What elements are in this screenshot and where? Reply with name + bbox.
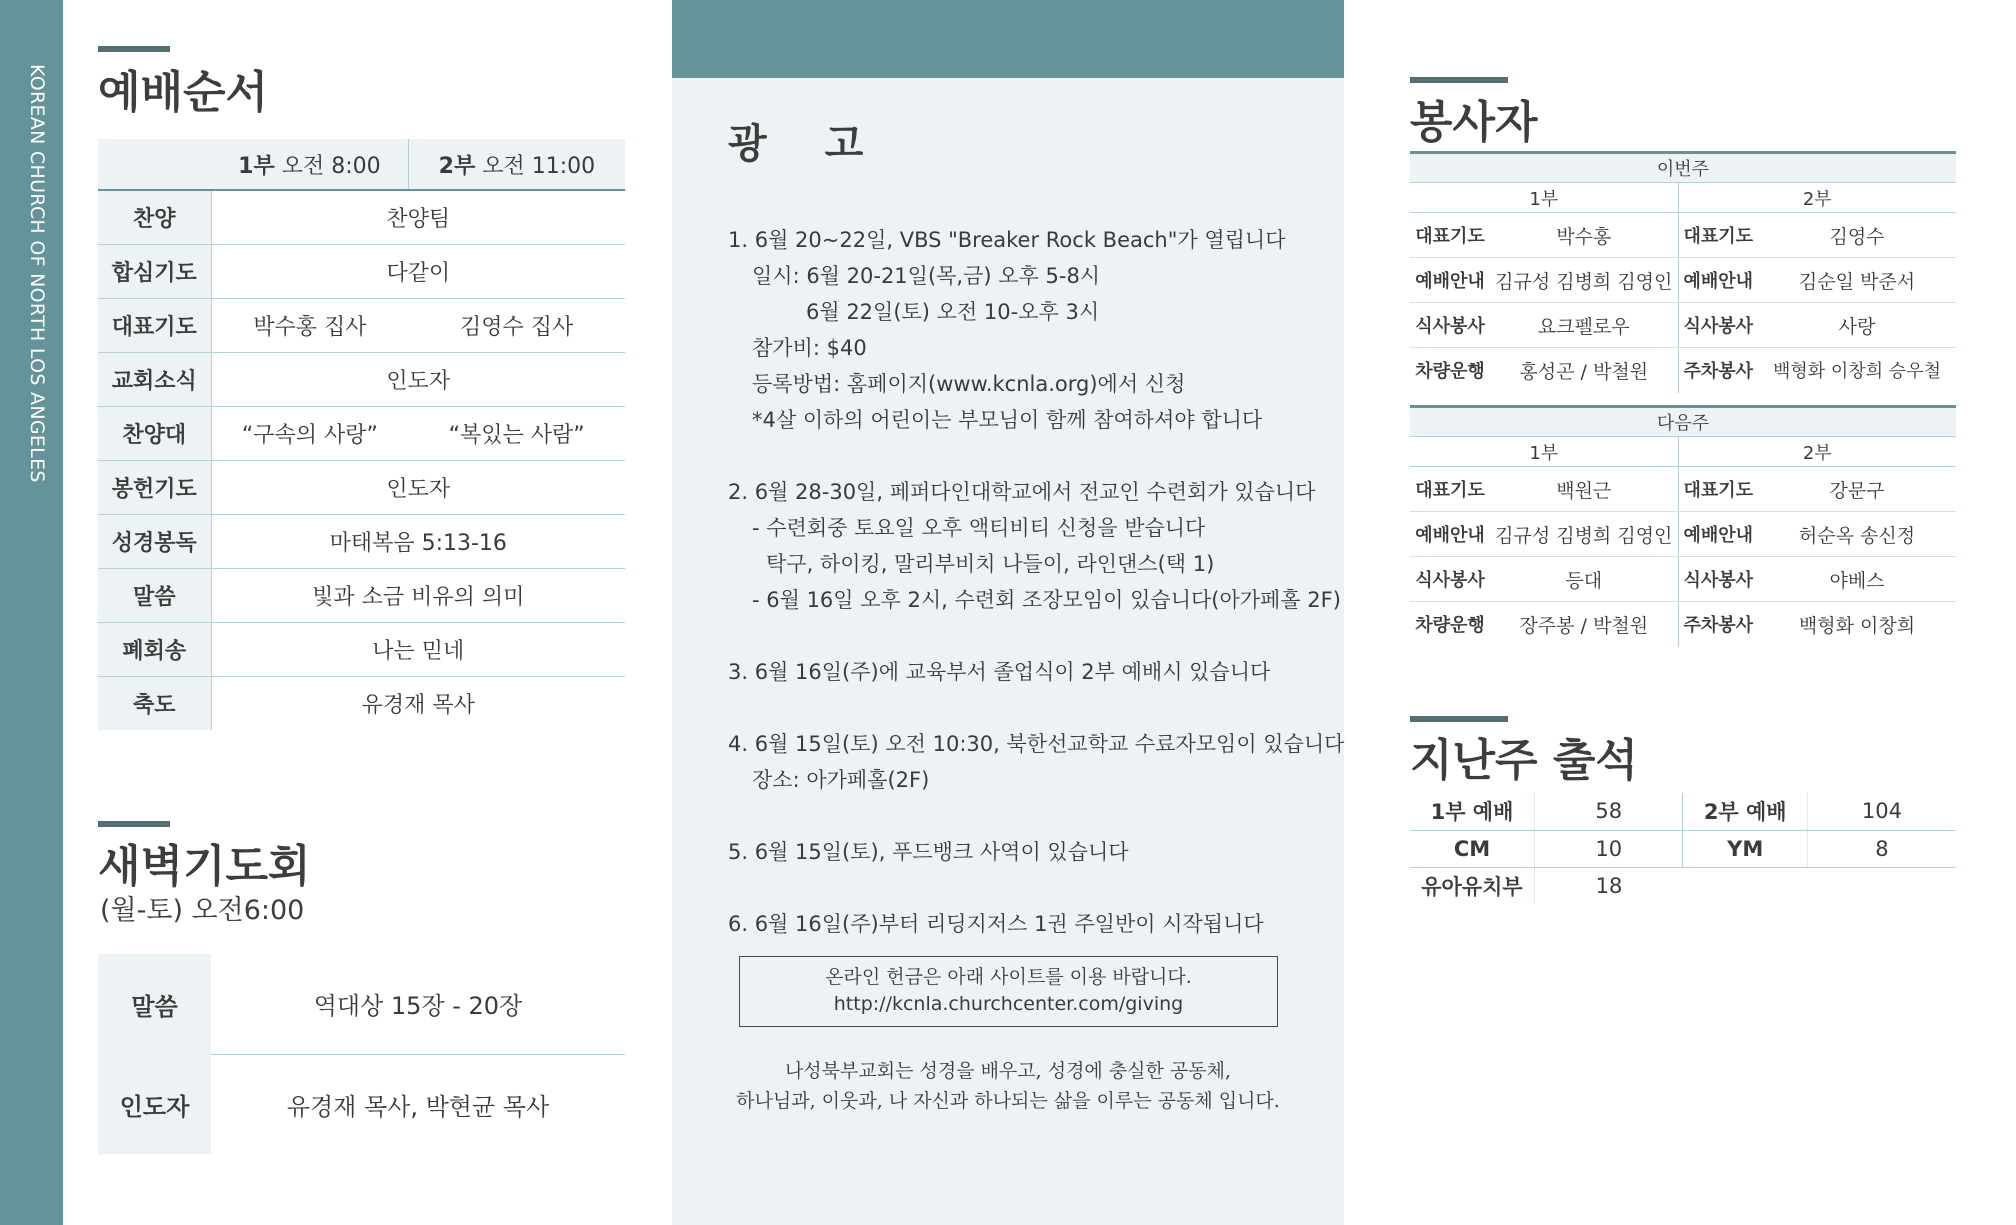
volunteer-names: 허순옥 송신정	[1758, 512, 1956, 557]
parts-header	[1410, 437, 1956, 467]
volunteer-names: 박수홍	[1490, 213, 1678, 258]
attendance-label: CM	[1410, 830, 1534, 867]
attendance-table	[1410, 793, 1956, 904]
part-label: 1부	[1410, 437, 1678, 467]
announcement-line: 3. 6월 16일(주)에 교육부서 졸업식이 2부 예배시 있습니다	[728, 660, 1271, 684]
order-row	[98, 568, 625, 622]
attendance-count: 10	[1534, 830, 1683, 867]
role-label: 식사봉사	[1410, 303, 1490, 348]
order-table	[98, 139, 625, 730]
order-row	[98, 622, 625, 676]
order-row	[98, 244, 625, 298]
volunteer-names: 야베스	[1758, 557, 1956, 602]
volunteer-row	[1410, 467, 1956, 512]
announcement-item-6	[728, 906, 1264, 942]
parts-header	[1410, 183, 1956, 213]
announcement-line: 탁구, 하이킹, 말리부비치 나들이, 라인댄스(택 1)	[766, 552, 1215, 576]
volunteers-title: 봉사자	[1410, 97, 1538, 148]
announcement-line: - 수련회중 토요일 오후 액티비티 신청을 받습니다	[752, 516, 1206, 540]
role-label: 대표기도	[1678, 213, 1758, 258]
order-label: 말씀	[98, 568, 211, 622]
attendance-count: 18	[1534, 867, 1683, 904]
dawn-title-bar	[98, 821, 170, 827]
volunteer-names: 등대	[1490, 557, 1678, 602]
order-header-blank	[98, 139, 211, 190]
dawn-label: 말씀	[98, 954, 211, 1054]
order-value-service2: 김영수 집사	[408, 298, 625, 352]
volunteer-row	[1410, 602, 1956, 647]
volunteer-names: 김규성 김병희 김영인	[1490, 512, 1678, 557]
volunteer-row	[1410, 557, 1956, 602]
announcement-item-3	[728, 654, 1270, 690]
announcement-line: 1. 6월 20~22일, VBS "Breaker Rock Beach"가 열립니다	[728, 228, 1286, 252]
order-value: 인도자	[211, 460, 625, 514]
announcements-top-band	[672, 0, 1344, 78]
attendance-title-bar	[1410, 716, 1508, 722]
order-value: 찬양팀	[211, 190, 625, 244]
volunteer-row	[1410, 258, 1956, 303]
volunteers-next-week-table	[1410, 405, 1956, 647]
order-row	[98, 460, 625, 514]
announcement-item-5	[728, 834, 1129, 870]
week-header	[1410, 153, 1956, 183]
order-value-service1: 박수홍 집사	[211, 298, 408, 352]
mission-statement	[672, 1056, 1344, 1116]
attendance-label: 유아유치부	[1421, 874, 1523, 899]
announcement-line: 장소: 아가페홀(2F)	[752, 768, 930, 792]
volunteer-names: 홍성곤 / 박철원	[1519, 360, 1649, 383]
week-label: 이번주	[1410, 153, 1956, 183]
order-label: 찬양대	[98, 406, 211, 460]
order-row	[98, 676, 625, 730]
dawn-schedule: (월-토) 오전6:00	[100, 895, 305, 926]
giving-text: 온라인 헌금은 아래 사이트를 이용 바랍니다.	[825, 966, 1192, 988]
role-label: 예배안내	[1410, 512, 1490, 557]
order-value: 나는 믿네	[211, 622, 625, 676]
order-label: 성경봉독	[98, 514, 211, 568]
part-label: 2부	[1678, 183, 1956, 213]
mission-line: 하나님과, 이웃과, 나 자신과 하나되는 삶을 이루는 공동체 입니다.	[736, 1090, 1280, 1112]
volunteer-names: 강문구	[1758, 467, 1956, 512]
church-name-vertical: KOREAN CHURCH OF NORTH LOS ANGELES	[26, 64, 48, 483]
attendance-row	[1410, 793, 1956, 830]
attendance-title: 지난주 출석	[1410, 735, 1638, 786]
announcement-line: 4. 6월 15일(토) 오전 10:30, 북한선교학교 수료자모임이 있습니다	[728, 732, 1345, 756]
announcement-line: *4살 이하의 어린이는 부모님이 함께 참여하셔야 합니다	[752, 408, 1263, 432]
attendance-empty	[1683, 867, 1807, 904]
announcement-line: 참가비: $40	[752, 336, 867, 360]
announcement-line: 6. 6월 16일(주)부터 리딩지저스 1권 주일반이 시작됩니다	[728, 912, 1264, 936]
order-value-service1: “구속의 사랑”	[211, 406, 408, 460]
order-value: 마태복음 5:13-16	[211, 514, 625, 568]
announcements-panel	[672, 0, 1344, 1225]
announcement-line: 2. 6월 28-30일, 페퍼다인대학교에서 전교인 수련회가 있습니다	[728, 480, 1316, 504]
side-strip	[0, 0, 63, 1225]
volunteer-names: 요크펠로우	[1490, 303, 1678, 348]
attendance-count: 104	[1807, 793, 1956, 830]
role-label: 예배안내	[1678, 258, 1758, 303]
order-label: 합심기도	[98, 244, 211, 298]
order-value: 빛과 소금 비유의 의미	[211, 568, 625, 622]
role-label: 식사봉사	[1678, 557, 1758, 602]
order-row	[98, 190, 625, 244]
role-label: 식사봉사	[1678, 303, 1758, 348]
role-label: 식사봉사	[1410, 557, 1490, 602]
order-label: 축도	[98, 676, 211, 730]
order-label: 대표기도	[98, 298, 211, 352]
mission-line: 나성북부교회는 성경을 배우고, 성경에 충실한 공동체,	[784, 1060, 1232, 1082]
volunteer-names: 김순일 박준서	[1758, 258, 1956, 303]
volunteer-row	[1410, 213, 1956, 258]
announcement-line: - 6월 16일 오후 2시, 수련회 조장모임이 있습니다(아가페홀 2F)	[752, 588, 1341, 612]
announcement-item-1	[728, 222, 1285, 438]
order-row	[98, 514, 625, 568]
volunteer-names: 사랑	[1758, 303, 1956, 348]
announcement-line: 일시: 6월 20-21일(목,금) 오후 5-8시	[752, 264, 1101, 288]
volunteer-row	[1410, 512, 1956, 557]
announcement-line: 6월 22일(토) 오전 10-오후 3시	[806, 300, 1100, 324]
attendance-row	[1410, 830, 1956, 867]
role-label: 예배안내	[1410, 258, 1490, 303]
volunteer-names: 장주봉 / 박철원	[1519, 614, 1649, 637]
dawn-row	[98, 1054, 625, 1154]
week-label: 다음주	[1410, 407, 1956, 437]
attendance-row	[1410, 867, 1956, 904]
volunteer-names: 김영수	[1758, 213, 1956, 258]
order-label: 봉헌기도	[98, 460, 211, 514]
role-label: 대표기도	[1410, 213, 1490, 258]
order-title-bar	[98, 46, 170, 52]
role-label: 주차봉사	[1678, 602, 1758, 647]
volunteer-row	[1410, 348, 1956, 393]
order-value: 유경재 목사	[211, 676, 625, 730]
role-label: 대표기도	[1410, 467, 1490, 512]
volunteer-names: 백형화 이창희 승우철	[1773, 361, 1941, 383]
dawn-value: 역대상 15장 - 20장	[211, 954, 625, 1054]
volunteer-names: 김규성 김병희 김영인	[1490, 258, 1678, 303]
role-label: 차량운행	[1415, 615, 1485, 637]
announcement-line: 5. 6월 15일(토), 푸드뱅크 사역이 있습니다	[728, 840, 1129, 864]
part-label: 1부	[1410, 183, 1678, 213]
attendance-label: 2부 예배	[1683, 793, 1807, 830]
attendance-label: 1부 예배	[1410, 793, 1534, 830]
order-label: 폐회송	[98, 622, 211, 676]
order-label: 찬양	[98, 190, 211, 244]
announcement-item-4	[728, 726, 1344, 798]
order-row	[98, 298, 625, 352]
attendance-empty	[1807, 867, 1956, 904]
announcement-line: 등록방법: 홈페이지(www.kcnla.org)에서 신청	[752, 372, 1186, 396]
volunteer-names: 백원근	[1490, 467, 1678, 512]
attendance-label: YM	[1683, 830, 1807, 867]
order-value: 인도자	[211, 352, 625, 406]
volunteer-row	[1410, 303, 1956, 348]
role-label: 예배안내	[1678, 512, 1758, 557]
volunteers-title-bar	[1410, 77, 1508, 83]
order-header-service1: 1부 오전 8:00	[211, 139, 408, 190]
dawn-table	[98, 954, 625, 1154]
announcements-title: 광 고	[728, 120, 886, 167]
part-label: 2부	[1678, 437, 1956, 467]
role-label: 주차봉사	[1678, 348, 1758, 393]
volunteers-this-week-table	[1410, 151, 1956, 393]
announcement-item-2	[728, 474, 1341, 618]
online-giving-box	[739, 956, 1278, 1027]
attendance-count: 8	[1807, 830, 1956, 867]
week-header	[1410, 407, 1956, 437]
order-header-row	[98, 139, 625, 190]
order-label: 교회소식	[98, 352, 211, 406]
giving-link[interactable]: http://kcnla.churchcenter.com/giving	[833, 993, 1184, 1015]
attendance-count: 58	[1534, 793, 1683, 830]
order-row	[98, 352, 625, 406]
role-label: 대표기도	[1678, 467, 1758, 512]
dawn-title: 새벽기도회	[98, 841, 311, 892]
volunteer-names: 백형화 이창희	[1798, 614, 1916, 637]
order-value: 다같이	[211, 244, 625, 298]
order-value-service2: “복있는 사람”	[408, 406, 625, 460]
dawn-value: 유경재 목사, 박현균 목사	[286, 1092, 550, 1121]
order-header-service2: 2부 오전 11:00	[408, 139, 625, 190]
order-title: 예배순서	[98, 67, 269, 118]
dawn-row	[98, 954, 625, 1054]
order-row	[98, 406, 625, 460]
role-label: 차량운행	[1415, 361, 1485, 383]
dawn-label: 인도자	[98, 1054, 211, 1154]
